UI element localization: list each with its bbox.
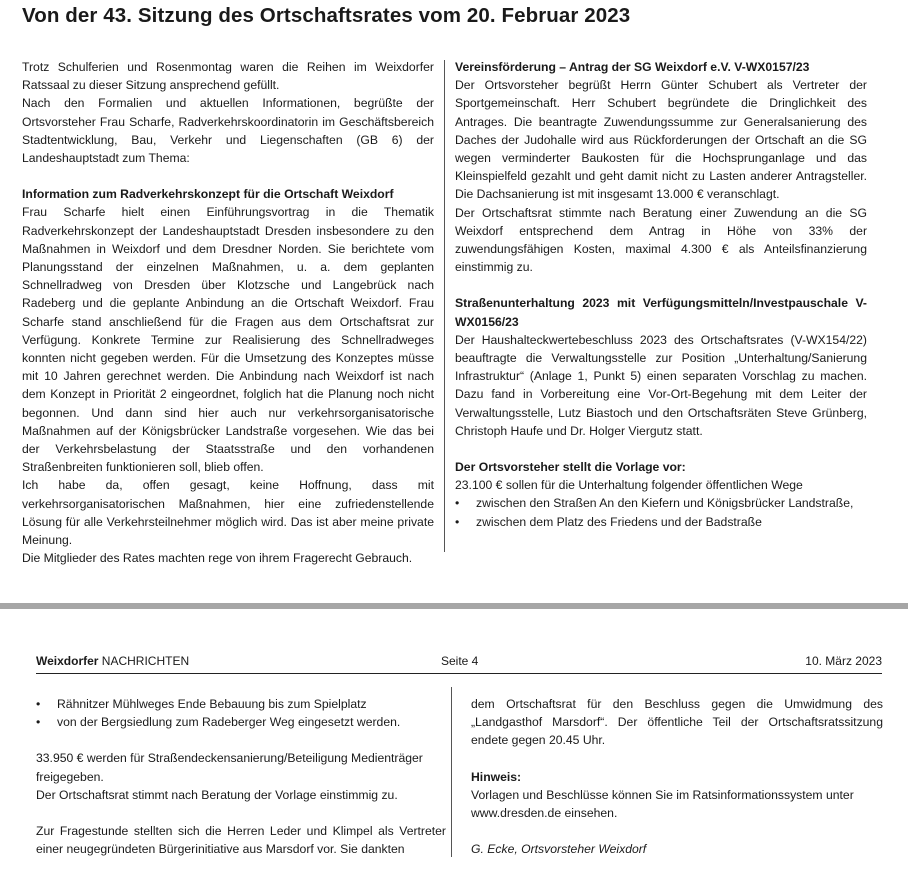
body-paragraph: 33.950 € werden für Straßendeckensanierung/Beteiligung Medienträger freigegeben. bbox=[36, 751, 423, 784]
list-item-text: zwischen dem Platz des Friedens und der Badstraße bbox=[476, 514, 762, 529]
list-item-text: zwischen den Straßen An den Kiefern und Königsbrücker Landstraße, bbox=[476, 496, 854, 511]
list-item bbox=[455, 513, 867, 531]
body-paragraph: Zur Fragestunde stellten sich die Herren Leder und Klimpel als Vertreter einer neugegründeten Bürgerinitiative aus Marsdorf vor. Sie dankten bbox=[36, 824, 446, 857]
bullet-icon: • bbox=[36, 715, 41, 730]
intro-paragraph: Trotz Schulferien und Rosenmontag waren die Reihen im Weixdorfer Ratssaal zu dieser Sitzung ansprechend gefüllt. bbox=[22, 60, 434, 93]
continuation-right-column bbox=[471, 695, 883, 858]
continuation-left-column bbox=[36, 695, 446, 858]
article-right-column bbox=[455, 58, 867, 531]
article-left-column bbox=[22, 58, 434, 567]
publication-name-bold: Weixdorfer bbox=[36, 654, 99, 668]
body-paragraph: dem Ortschaftsrat für den Beschluss gegen die Umwidmung des „Landgasthof Marsdorf“. Der öffentliche Teil der Ortschaftsratssitzung endete gegen 20.45 Uhr. bbox=[471, 697, 883, 748]
body-paragraph: Der Ortsvorsteher begrüßt Herrn Günter Schubert als Vertreter der Sportgemeinschaft. Herr Schubert begründete die Dringlichkeit des Antrages. Die beantragte Zuwendungssumme zur Generalsanierung des Daches der Judohalle wird aus Rückforderungen der Ortschaft an die SG wegen verminderter Baukosten für die Hochsprunganlage und das Kleinspielfeld gezahlt und geht damit nicht zu Lasten anderer Antragsteller. Die Dachsanierung ist mit insgesamt 13.000 € veranschlagt. bbox=[455, 78, 867, 202]
issue-date: 10. März 2023 bbox=[805, 654, 882, 668]
page-separator bbox=[0, 603, 908, 609]
section-heading-vorlage: Der Ortsvorsteher stellt die Vorlage vor: bbox=[455, 460, 686, 475]
list-item bbox=[36, 713, 446, 731]
signature: G. Ecke, Ortsvorsteher Weixdorf bbox=[471, 842, 647, 857]
header-rule bbox=[36, 673, 882, 674]
body-paragraph: Der Ortschaftsrat stimmte nach Beratung einer Zuwendung an die SG Weixdorf entsprechend dem Antrag in Höhe von 33% der zuwendungsfähigen Kosten, maximal 4.300 € als Anteilsfinanzierung einstimmig zu. bbox=[455, 205, 867, 275]
section-heading-strassenunterhaltung: Straßenunterhaltung 2023 mit Verfügungsmitteln/Investpauschale V-WX0156/23 bbox=[455, 296, 867, 329]
bullet-icon: • bbox=[455, 496, 460, 511]
list-item-text: von der Bergsiedlung zum Radeberger Weg eingesetzt werden. bbox=[57, 715, 401, 730]
list-item-text: Rähnitzer Mühlweges Ende Bebauung bis zum Spielplatz bbox=[57, 697, 367, 711]
section-heading-radverkehr: Information zum Radverkehrskonzept für die Ortschaft Weixdorf bbox=[22, 187, 394, 202]
intro-paragraph: Nach den Formalien und aktuellen Informationen, begrüßte der Ortsvorsteher Frau Scharfe, Radverkehrskoordinatorin im Geschäftsbereich Stadtentwicklung, Bau, Verkehr und Liegenschaften (GB 6) der Landeshauptstadt zum Thema: bbox=[22, 96, 434, 166]
bullet-icon: • bbox=[36, 697, 41, 711]
list-item bbox=[36, 695, 446, 713]
page-number: Seite 4 bbox=[441, 654, 479, 668]
hint-text: Vorlagen und Beschlüsse können Sie im Ratsinformationssystem unter www.dresden.de einsehen. bbox=[471, 787, 854, 821]
body-paragraph: Die Mitglieder des Rates machten rege von ihrem Fragerecht Gebrauch. bbox=[22, 551, 413, 566]
article-title: Von der 43. Sitzung des Ortschaftsrates vom 20. Februar 2023 bbox=[22, 4, 631, 27]
body-paragraph: Frau Scharfe hielt einen Einführungsvortrag in die Thematik Radverkehrskonzept der Landeshauptstadt Dresden insbesondere zu den Maßnahmen in Weixdorf und dem Dresdner Norden. Sie berichtete vom Planungsstand der einzelnen Maßnahmen, u. a. dem geplanten Schnellradweg von Dresden über Klotzsche und Langebrück nach Radeberg und die geplante Anbindung an die Ortschaft Weixdorf. Frau Scharfe stand anschließend für die Fragen aus dem Ortschaftsrat zur Verfügung. Konkrete Termine zur Realisierung des Schnellradweges konnten nicht gegeben werden. Für die Umsetzung des Konzeptes müsse mit 10 Jahren gerechnet werden. Die Anbindung nach Weixdorf ist nach dem Konzept in Priorität 2 eingeordnet, folglich hat die Planung noch nicht begonnen. Und dann sind hier auch nur verkehrsorganisatorische Maßnahmen auf der Königsbrücker Landstraße vorgesehen. Wie das bei der Verkehrsbelastung der Staatsstraße und den vorhandenen Straßenbreiten funktionieren soll, blieb offen. bbox=[22, 205, 434, 475]
section-heading-vereinsfoerderung: Vereinsförderung – Antrag der SG Weixdorf e.V. V-WX0157/23 bbox=[455, 60, 810, 74]
column-divider bbox=[451, 687, 452, 857]
amount-line: 23.100 € sollen für die Unterhaltung folgender öffentlichen Wege bbox=[455, 478, 803, 493]
list-item bbox=[455, 494, 867, 512]
body-paragraph: Der Haushalteckwertebeschluss 2023 des Ortschaftsrates (V-WX154/22) beauftragte die Verwaltungsstelle zur Position „Unterhaltung/Sanierung Infrastruktur“ (Anlage 1, Punkt 5) einen separaten Vorschlag zu machen. Dazu fand in Vorbereitung eine Vor-Ort-Begehung mit dem Leiter der Verwaltungsstelle, Lutz Biastoch und den Ortschaftsräten Steve Grünberg, Christoph Haufe und Dr. Holger Viergutz statt. bbox=[455, 332, 867, 438]
publication-name bbox=[36, 653, 189, 669]
body-paragraph: Ich habe da, offen gesagt, keine Hoffnung, dass mit verkehrsorganisatorischen Maßnahmen, hier eine zufriedenstellende Lösung für alle Verkehrsteilnehmer möglich wird. Das ist aber meine private Meinung. bbox=[22, 478, 434, 548]
body-paragraph: Der Ortschaftsrat stimmt nach Beratung der Vorlage einstimmig zu. bbox=[36, 787, 398, 802]
publication-name-rest: NACHRICHTEN bbox=[98, 654, 190, 668]
bullet-icon: • bbox=[455, 514, 460, 529]
column-divider bbox=[444, 60, 445, 552]
hint-heading: Hinweis: bbox=[471, 769, 522, 784]
